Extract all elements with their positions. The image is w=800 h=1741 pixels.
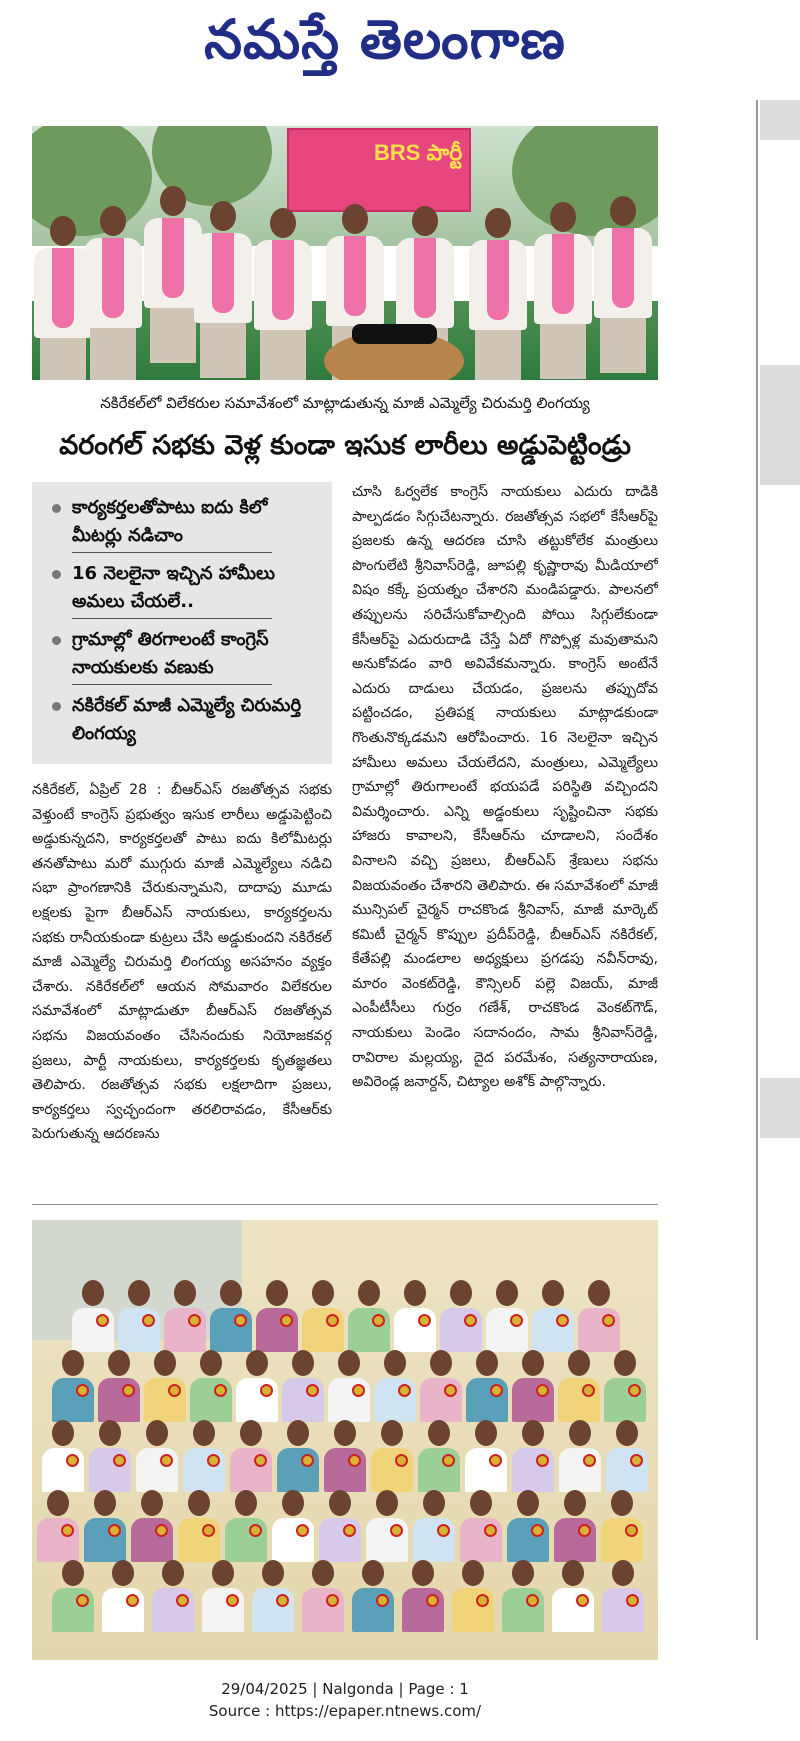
person [452,1560,494,1632]
rosette-badge-icon [626,1594,639,1607]
highlight-text: 16 నెలలైనా ఇచ్చిన హామీలు అమలు చేయలే.. [72,563,276,612]
rosette-badge-icon [352,1384,365,1397]
adjacent-article-strip [760,100,800,140]
rosette-badge-icon [155,1524,168,1537]
person [42,1420,84,1492]
bullet-icon [52,702,61,711]
person [190,1350,232,1422]
rosette-badge-icon [343,1524,356,1537]
rosette-badge-icon [390,1524,403,1537]
rosette-badge-icon [395,1454,408,1467]
person [282,1350,324,1422]
rosette-badge-icon [326,1314,339,1327]
person [302,1280,344,1352]
rosette-badge-icon [426,1594,439,1607]
rosette-badge-icon [484,1524,497,1537]
rosette-badge-icon [583,1454,596,1467]
rosette-badge-icon [444,1384,457,1397]
person [465,1420,507,1492]
rosette-badge-icon [160,1454,173,1467]
page-footer [32,1678,658,1722]
person [606,1420,648,1492]
rosette-badge-icon [188,1314,201,1327]
person [440,1280,482,1352]
rosette-badge-icon [108,1524,121,1537]
rosette-badge-icon [61,1524,74,1537]
highlight-text: గ్రామాల్లో తిరగాలంటే కాంగ్రెస్ నాయకులకు వణుకు [72,629,269,678]
highlight-text: కార్యకర్తలతోపాటు ఐదు కిలో మీటర్లు నడిచాం [72,497,268,546]
rosette-badge-icon [249,1524,262,1537]
rosette-badge-icon [556,1314,569,1327]
rosette-badge-icon [326,1594,339,1607]
banner-text: BRS పార్టీ [374,140,463,165]
highlight-item [50,560,322,619]
rosette-badge-icon [142,1314,155,1327]
person [512,1350,554,1422]
section-divider [32,1204,658,1205]
person [52,1350,94,1422]
rosette-badge-icon [260,1384,273,1397]
highlight-item [50,626,322,685]
person [183,1420,225,1492]
person [230,1420,272,1492]
person [554,1490,596,1562]
person [236,1350,278,1422]
person [328,1350,370,1422]
person [252,1560,294,1632]
person [420,1350,462,1422]
person [118,1280,160,1352]
column-divider [756,100,758,1640]
rosette-badge-icon [348,1454,361,1467]
person [413,1490,455,1562]
person [144,1350,186,1422]
rosette-badge-icon [510,1314,523,1327]
rosette-badge-icon [234,1314,247,1327]
person [418,1420,460,1492]
rosette-badge-icon [531,1524,544,1537]
rosette-badge-icon [536,1384,549,1397]
newspaper-masthead: నమస్తే తెలంగాణ [204,7,566,71]
article-body-left-column: నకిరేకల్, ఏప్రిల్ 28 : బీఆర్‌ఎస్ రజతోత్సవ సభకు వెళ్తుంటే కాంగ్రెస్ ప్రభుత్వం ఇసుక లారీలు అడ్డుపెట్టించి అడ్డుకున్నదని, కార్యకర్తలతో పాటు ఐదు కిలోమీటర్లు తనతోపాటు మరో ముగ్గురు మాజీ ఎమ్మెల్యేలు నడిచి సభా ప్రాంగణానికి చేరుకున్నామని, దాదాపు మూడు లక్షలకు పైగా బీఆర్‌ఎస్ నాయకులు, కార్యకర్తలను సభకు రానీయకుండా కుట్రలు చేసి అడ్డుకుందని నకిరేకల్ మాజీ ఎమ్మెల్యే చిరుమర్తి లింగయ్య అసహనం వ్యక్తం చేశారు. నకిరేకల్‌లో ఆయన సోమవారం విలేకరుల సమావేశంలో మాట్లాడుతూ బీఆర్‌ఎస్ రజతోత్సవ సభను విజయవంతం చేసినందుకు నియోజకవర్గ ప్రజలు, పార్టీ నాయకులు, కార్యకర్తలకు కృతజ్ఞతలు తెలిపారు. రజతోత్సవ సభకు లక్షలాదిగా ప్రజలు, కార్యకర్తలు స్వచ్ఛందంగా తరలిరావడం, కేసీఆర్‌కు పెరుగుతున్న ఆదరణను [32,782,332,1143]
rosette-badge-icon [296,1524,309,1537]
rosette-badge-icon [226,1594,239,1607]
press-meet-photo [32,126,658,380]
person [210,1280,252,1352]
rosette-badge-icon [76,1384,89,1397]
person [394,1280,436,1352]
rosette-badge-icon [276,1594,289,1607]
person [302,1560,344,1632]
bullet-icon [52,570,61,579]
highlight-item [50,692,322,748]
person [272,1490,314,1562]
edition-info: 29/04/2025 | Nalgonda | Page : 1 [221,1680,469,1698]
person [348,1280,390,1352]
rosette-badge-icon [306,1384,319,1397]
person [98,1350,140,1422]
person [202,1560,244,1632]
rosette-badge-icon [301,1454,314,1467]
person [460,1490,502,1562]
person [402,1560,444,1632]
person [89,1420,131,1492]
person [131,1490,173,1562]
person [72,1280,114,1352]
person [466,1350,508,1422]
person [178,1490,220,1562]
rosette-badge-icon [168,1384,181,1397]
rosette-badge-icon [490,1384,503,1397]
rosette-badge-icon [442,1454,455,1467]
person [371,1420,413,1492]
person [486,1280,528,1352]
rosette-badge-icon [214,1384,227,1397]
person [225,1490,267,1562]
rosette-badge-icon [437,1524,450,1537]
rosette-badge-icon [113,1454,126,1467]
person [601,1490,643,1562]
person [512,1420,554,1492]
person [84,1490,126,1562]
source-url: Source : https://epaper.ntnews.com/ [208,1702,482,1720]
rosette-badge-icon [476,1594,489,1607]
person [374,1350,416,1422]
person [324,1420,366,1492]
rosette-badge-icon [66,1454,79,1467]
rosette-badge-icon [625,1524,638,1537]
person [559,1420,601,1492]
article-body-right-column: చూసి ఓర్వలేక కాంగ్రెస్ నాయకులు ఎదురు దాడికి పాల్పడడం సిగ్గుచేటన్నారు. రజతోత్సవ సభలో కేసీఆర్‌పై ప్రజలకు ఉన్న ఆదరణ చూసి తట్టుకోలేక మంత్రులు పొంగులేటి శ్రీనివాస్‌రెడ్డి, జూపల్లి కృష్ణారావు మీడియాలో విషం కక్కే ప్రయత్నం చేశారని మండిపడ్డారు. పాలనలో తప్పులను సరిచేసుకోవాల్సింది పోయి సిగ్గులేకుండా కేసీఆర్‌పై ఎదురుదాడి చేస్తే ఏదో గొప్పోళ్ల మవుతామని అనుకోవడం వారి అవివేకమన్నారు. కాంగ్రెస్ అంటేనే ఎదురు దాడులు చేయడం, ప్రజలను తప్పుదోవ పట్టించడం, ప్రతిపక్ష నాయకులు మాట్లాడకుండా గొంతునొక్కడమని ఆరోపించారు. 16 నెలలైనా ఇచ్చిన హామీలు అమలు చేయలేదని, మంత్రులు, ఎమ్మెల్యేలు గ్రామాల్లో తిరుగాలంటే భయపడే పరిస్థితి వచ్చిందని విమర్శించారు. ఎన్ని అడ్డంకులు సృష్టించినా సభకు హాజరు కావాలని, కేసీఆర్‌ను చూడాలని, సందేశం వినాలని వచ్చి ప్రజలు, బీఆర్‌ఎస్ శ్రేణులు సభను విజయవంతం చేశారని తెలిపారు. ఈ సమావేశంలో మాజీ మున్సిపల్ చైర్మన్ రాచకొండ శ్రీనివాస్, మాజీ మార్కెట్ కమిటీ చైర్మన్ కొప్పుల ప్రదీప్‌రెడ్డి, బీఆర్‌ఎస్ నకిరేకల్, కేతేపల్లి మండలాల అధ్యక్షులు ప్రగడపు నవీన్‌రావు, మారం వెంకట్‌రెడ్డి, కౌన్సిలర్ పల్లె విజయ్, మాజీ ఎంపీటీసీలు గుర్రం గణేశ్, రాచకొండ వెంకట్‌గౌడ్, నాయకులు పెండెం సదానందం, సామ శ్రీనివాస్‌రెడ్డి, రావిరాల మల్లయ్య, దైద పరమేశం, సత్యనారాయణ, అవిరెండ్ల జనార్దన్, చిట్యాల అశోక్ పాల్గొన్నారు. [352,484,658,1091]
person [37,1490,79,1562]
person [152,1560,194,1632]
rosette-badge-icon [526,1594,539,1607]
rosette-badge-icon [96,1314,109,1327]
rosette-badge-icon [254,1454,267,1467]
rosette-badge-icon [398,1384,411,1397]
rosette-badge-icon [582,1384,595,1397]
person [552,1560,594,1632]
person [532,1280,574,1352]
rosette-badge-icon [464,1314,477,1327]
microphones [352,324,437,344]
person [604,1350,646,1422]
person [558,1350,600,1422]
rosette-badge-icon [376,1594,389,1607]
rosette-badge-icon [202,1524,215,1537]
person [102,1560,144,1632]
person [256,1280,298,1352]
person [352,1560,394,1632]
rosette-badge-icon [578,1524,591,1537]
article-headline: వరంగల్ సభకు వెళ్ల కుండా ఇసుక లారీలు అడ్డుపెట్టిండ్రు [59,430,631,461]
rosette-badge-icon [372,1314,385,1327]
person [136,1420,178,1492]
person [366,1490,408,1562]
rosette-badge-icon [176,1594,189,1607]
person [319,1490,361,1562]
rosette-badge-icon [536,1454,549,1467]
rosette-badge-icon [630,1454,643,1467]
person [277,1420,319,1492]
bullet-icon [52,636,61,645]
rosette-badge-icon [122,1384,135,1397]
rosette-badge-icon [280,1314,293,1327]
highlights-box [32,482,332,764]
rosette-badge-icon [207,1454,220,1467]
rosette-badge-icon [126,1594,139,1607]
person [602,1560,644,1632]
bullet-icon [52,504,61,513]
adjacent-article-strip [760,365,800,485]
highlight-item [50,494,322,553]
person [507,1490,549,1562]
person [52,1560,94,1632]
adjacent-article-strip [760,1078,800,1138]
group-photo [32,1220,658,1660]
rosette-badge-icon [628,1384,641,1397]
highlight-text: నకిరేకల్ మాజీ ఎమ్మెల్యే చిరుమర్తి లింగయ్య [72,695,302,744]
party-banner [287,128,471,212]
rosette-badge-icon [489,1454,502,1467]
person [164,1280,206,1352]
person [502,1560,544,1632]
rosette-badge-icon [576,1594,589,1607]
person [578,1280,620,1352]
rosette-badge-icon [418,1314,431,1327]
rosette-badge-icon [76,1594,89,1607]
photo-caption: నకిరేకల్‌లో విలేకరుల సమావేశంలో మాట్లాడుతున్న మాజీ ఎమ్మెల్యే చిరుమర్తి లింగయ్య [100,394,590,412]
rosette-badge-icon [602,1314,615,1327]
